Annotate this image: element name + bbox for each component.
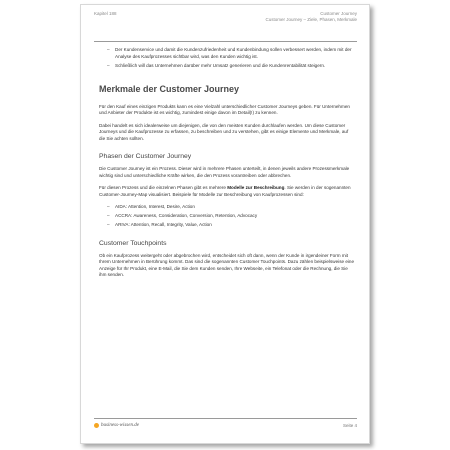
paragraph: Dabei handelt es sich idealerweise um diejenigen, die von den meisten Kunden durchlaufen werden. Um diese Customer Journeys und die Kaufprozesse zu erfassen, zu beschreiben und zu verstehen, gibt es einige Elemente und Merkmale, auf die Sie achten sollten.	[99, 122, 349, 141]
paragraph: Für den Kauf eines einzigen Produkts kann es eine Vielzahl unterschiedlicher Customer Journeys geben. Für Unternehmen und Anbieter der Produkte ist es wichtig, zumindest einige davon im Detail(!) zu kennen.	[99, 103, 350, 115]
paragraph: Ob ein Kaufprozess weitergeht oder abgebrochen wird, entscheidet sich oft dann, wenn der Kunde in irgendeiner Form mit Ihrem Unternehmen in Berührung kommt. Das sind die sogenannten Customer Touchpoints. Dazu zählen beispielsweise eine Anzeige für Ihr Produkt, eine E-Mail, die Sie dem Kunden senden, Ihre Webseite, ein Telefonat oder die Rechnung, die Sie ihm senden.	[99, 252, 355, 277]
paragraph: Die Customer Journey ist ein Prozess. Dieser wird in mehrere Phasen unterteilt, in denen jeweils andere Prozessmerkmale wichtig sind und unterschiedliche Kräfte wirken, die den Prozess vorantreiben oder abbrechen.	[99, 166, 350, 178]
page-header	[94, 11, 357, 42]
list-item-text: ARIVA: Attention, Recall, Integrity, Value, Action	[115, 222, 212, 227]
list-item-text: AIDA: Attention, Interest, Desire, Action	[115, 204, 195, 209]
model-list	[99, 204, 355, 229]
list-item-text: ACCRA: Awareness, Consideration, Conversion, Retention, Advocacy	[115, 213, 258, 218]
dash-bullet: –	[107, 213, 110, 218]
header-title	[265, 11, 357, 23]
list-item-text: Schließlich will das Unternehmen darüber mehr Umsatz generieren und die Kundenrentabilität steigern.	[115, 63, 326, 68]
paragraph	[99, 185, 355, 198]
intro-bullet-list	[99, 47, 355, 70]
dash-bullet: –	[107, 204, 110, 209]
bold-term: Modelle zur Beschreibung	[227, 185, 285, 190]
document-page	[80, 4, 370, 444]
list-item	[99, 63, 355, 70]
header-title-line1: Customer Journey	[320, 11, 357, 16]
paragraph-text: Für diesen Prozess und die einzelnen Phasen gibt es mehrere	[99, 185, 228, 190]
list-item	[99, 213, 355, 220]
chapter-label: Kapitel 188	[94, 11, 117, 16]
subsection-title-phases: Phasen der Customer Journey	[99, 153, 192, 160]
dash-bullet: –	[107, 222, 110, 227]
brand-name: business-wissen.de	[101, 423, 139, 428]
page-footer	[94, 418, 357, 433]
section-title: Merkmale der Customer Journey	[99, 83, 240, 94]
dash-bullet: –	[107, 47, 110, 52]
list-item-text: Der Kundenservice und damit die Kundenzufriedenheit und Kundenbindung sollen verbessert werden, indem mit der Analyse des Kaufprozesses sichtbar wird, was den Kunden wichtig ist.	[115, 47, 352, 59]
logo-dot-icon	[94, 423, 99, 428]
paragraph-text: . Sie werden in der sogenannten Customer-Journey-Map visualisiert. Beispiele für Modelle zur Beschreibung von Kaufprozessen sind:	[99, 185, 351, 197]
dash-bullet: –	[107, 63, 110, 68]
header-title-line2: Customer Journey – Ziele, Phasen, Merkmale	[265, 17, 357, 22]
page-content	[99, 47, 355, 285]
list-item	[99, 47, 355, 60]
subsection-title-touchpoints: Customer Touchpoints	[99, 239, 167, 247]
list-item	[99, 222, 355, 229]
page-number: Seite 4	[342, 423, 357, 428]
list-item	[99, 204, 355, 211]
brand-logo[interactable]	[94, 423, 139, 428]
